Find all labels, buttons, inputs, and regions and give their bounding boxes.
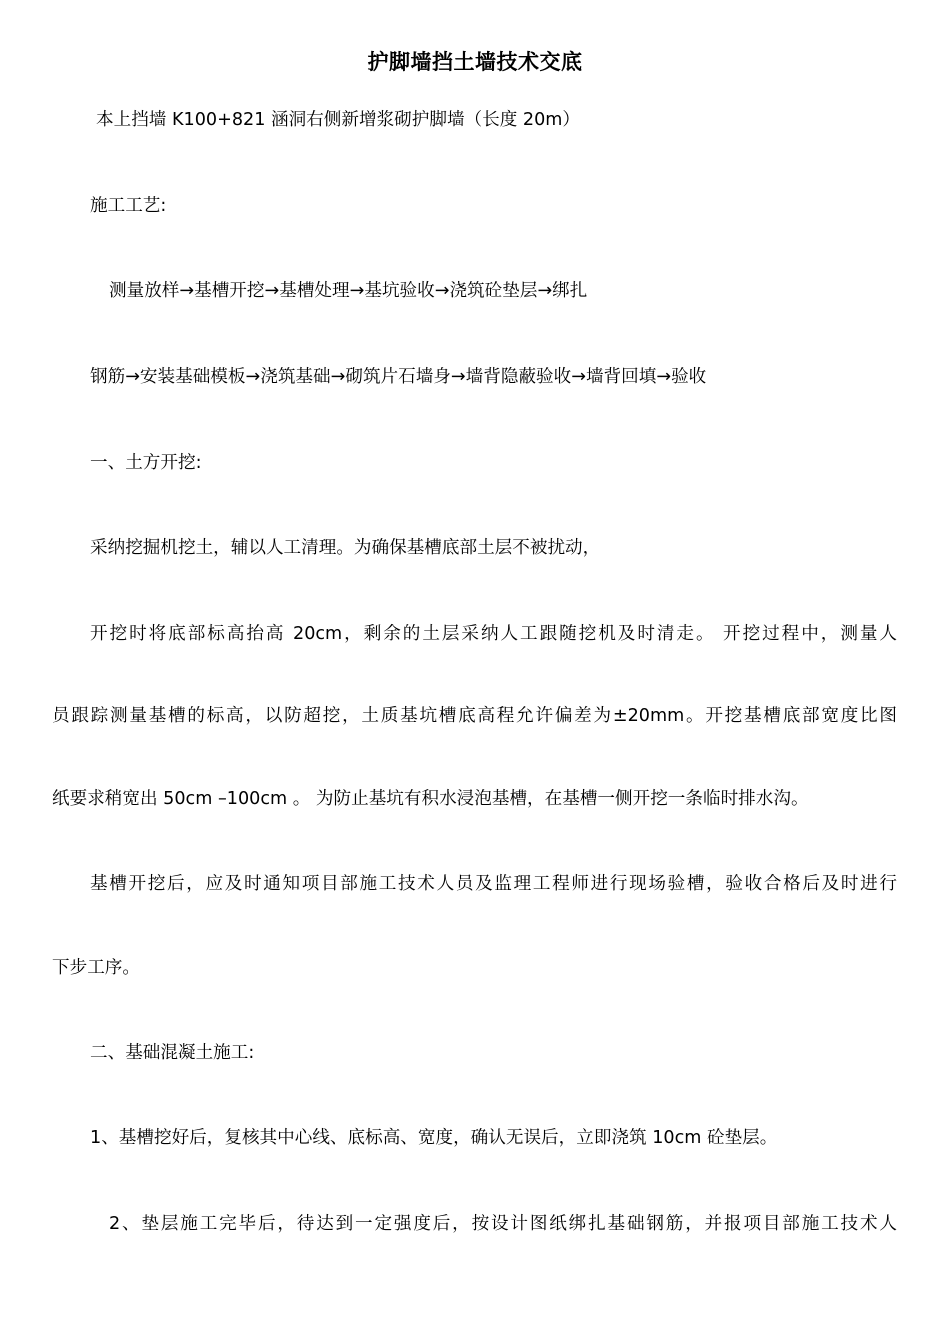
project-line: 本上挡墙 K100+821 涵洞右侧新增浆砌护脚墙（长度 20m） (96, 110, 581, 130)
inspection-paragraph-line-2: 下步工序。 (52, 958, 140, 978)
inspection-paragraph-line-1: 基槽开挖后，应及时通知项目部施工技术人员及监理工程师进行现场验槽，验收合格后及时进行 (90, 874, 897, 894)
earthwork-paragraph-line-3: 员跟踪测量基槽的标高，以防超挖，土质基坑槽底高程允许偏差为±20mm。开挖基槽底部宽度比图 (52, 706, 897, 726)
process-heading: 施工工艺: (90, 196, 167, 216)
process-flow-line-2: 钢筋→安装基础模板→浇筑基础→砌筑片石墙身→墙背隐蔽验收→墙背回填→验收 (90, 367, 707, 387)
earthwork-paragraph-line-4: 纸要求稍宽出 50cm –100cm 。 为防止基坑有积水浸泡基槽，在基槽一侧开挖一条临时排水沟。 (52, 789, 809, 809)
foundation-step-1: 1、基槽挖好后，复核其中心线、底标高、宽度，确认无误后，立即浇筑 10cm 砼垫层。 (90, 1128, 778, 1148)
foundation-step-2: 2、垫层施工完毕后，待达到一定强度后，按设计图纸绑扎基础钢筋，并报项目部施工技术人 (109, 1214, 897, 1234)
document-title: 护脚墙挡土墙技术交底 (367, 50, 583, 74)
earthwork-paragraph-line-1: 采纳挖掘机挖土，辅以人工清理。为确保基槽底部土层不被扰动， (90, 538, 601, 558)
earthwork-paragraph-line-2: 开挖时将底部标高抬高 20cm，剩余的土层采纳人工跟随挖机及时清走。 开挖过程中，测量人 (90, 624, 897, 644)
section-foundation-heading: 二、基础混凝土施工: (90, 1043, 255, 1063)
process-flow-line-1: 测量放样→基槽开挖→基槽处理→基坑验收→浇筑砼垫层→绑扎 (109, 281, 588, 301)
section-earthwork-heading: 一、土方开挖: (90, 453, 202, 473)
